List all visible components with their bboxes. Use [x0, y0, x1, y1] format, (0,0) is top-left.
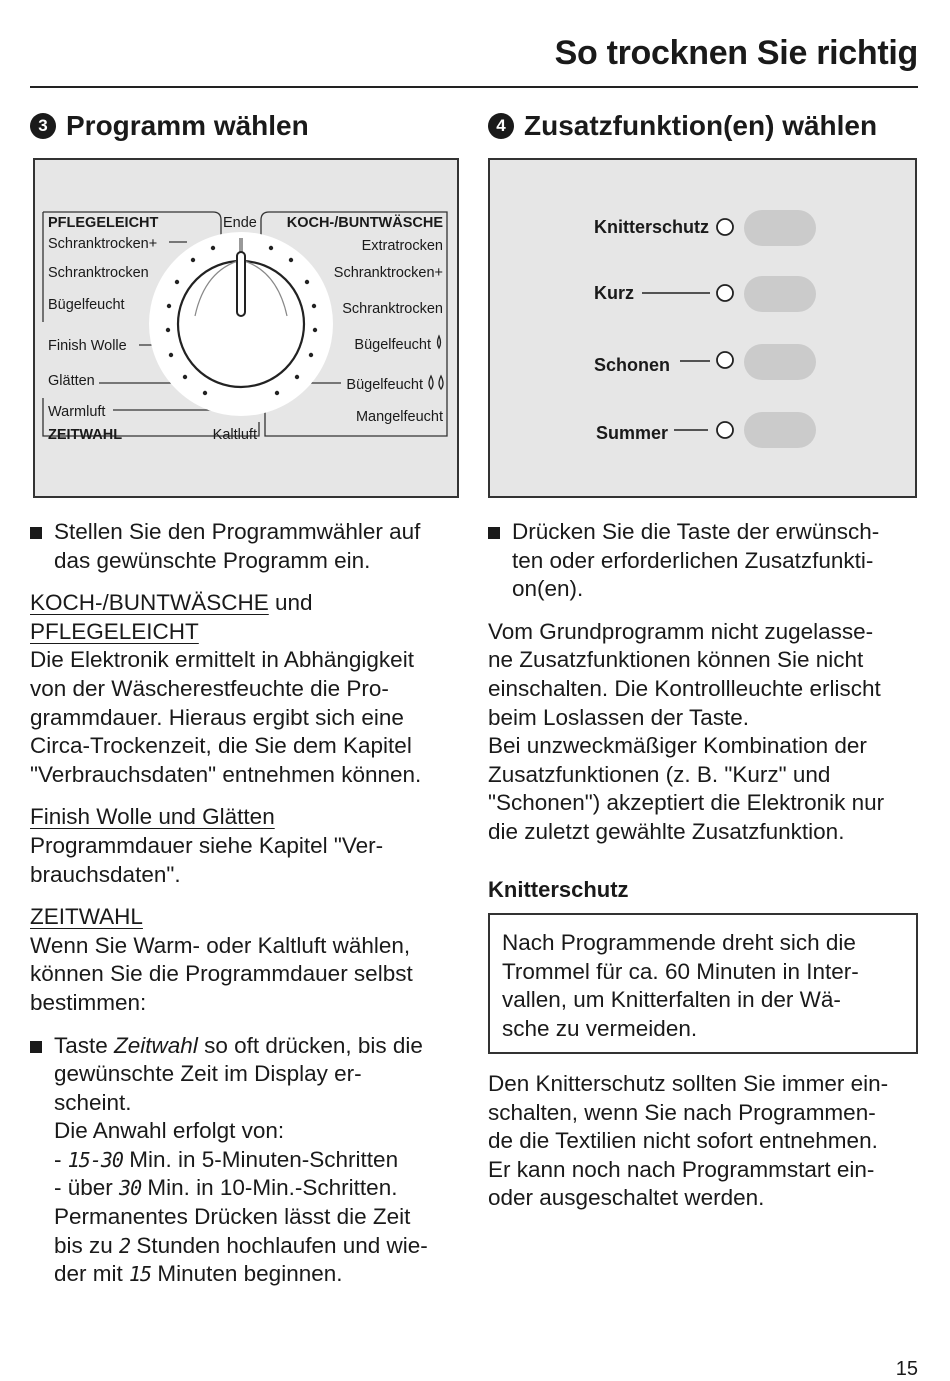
- drop-icon: [438, 336, 441, 348]
- label-schranktrocken-left: Schranktrocken: [48, 265, 149, 281]
- bullet-square-icon: [30, 527, 42, 539]
- label-kurz: Kurz: [594, 283, 634, 303]
- step-number-badge: 4: [488, 113, 514, 139]
- knitterschutz-button[interactable]: [744, 210, 816, 246]
- label-pflegeleicht: PFLEGELEICHT: [48, 215, 159, 231]
- summer-button[interactable]: [744, 412, 816, 448]
- label-buegelfeucht-two-drops: Bügelfeucht: [346, 377, 423, 393]
- label-ende: Ende: [223, 215, 257, 231]
- label-schonen: Schonen: [594, 355, 671, 375]
- section-title-text: Programm wählen: [66, 110, 309, 141]
- indicator-light-knitterschutz: [717, 219, 733, 235]
- display-value: 30: [119, 1176, 142, 1201]
- indicator-light-summer: [717, 422, 733, 438]
- label-knitterschutz: Knitterschutz: [594, 217, 710, 237]
- label-schranktrocken-plus-right: Schranktrocken+: [333, 265, 443, 281]
- program-dial-illustration: [35, 160, 457, 496]
- kurz-button[interactable]: [744, 276, 816, 312]
- label-buegelfeucht-left: Bügelfeucht: [48, 297, 125, 313]
- knitterschutz-heading: Knitterschutz: [488, 877, 629, 902]
- label-schranktrocken-right: Schranktrocken: [342, 301, 443, 317]
- bullet-square-icon: [488, 527, 500, 539]
- instruction-bullet-zeitwahl: Taste Zeitwahl so oft drücken, bis die gewünschte Zeit im Display er- scheint. Die Anwahl erfolgt von: - 15-30 Min. in 5-Minuten-Schritten - über 30 Min. in 10-Min.-Schritten. Permanentes Drücken lässt die Zeit bis zu 2 Stunden hochlaufen und wie- der mit 15 Minuten beginnen.: [30, 1032, 470, 1289]
- additional-functions-panel: [488, 158, 917, 498]
- paragraph-kochwaesche: KOCH-/BUNTWÄSCHE und PFLEGELEICHT Die Elektronik ermittelt in Abhängigkeit von der Wäscherestfeuchte die Pro- grammdauer. Hieraus ergibt sich eine Circa-Trockenzeit, die Sie dem Kapitel "Verbrauchsdaten" entnehmen können.: [30, 590, 422, 787]
- label-kochwaesche: KOCH-/BUNTWÄSCHE: [286, 215, 443, 231]
- label-glaetten: Glätten: [48, 373, 95, 389]
- schonen-button[interactable]: [744, 344, 816, 380]
- label-schranktrocken-plus-left: Schranktrocken+: [48, 236, 158, 252]
- paragraph-zeitwahl: ZEITWAHL Wenn Sie Warm- oder Kaltluft wählen, können Sie die Programmdauer selbst bestimmen:: [30, 904, 413, 1015]
- knitterschutz-info-box: Nach Programmende dreht sich die Trommel für ca. 60 Minuten in Inter- vallen, um Knitterfalten in der Wä- sche zu vermeiden.: [488, 913, 918, 1054]
- label-buegelfeucht-one-drop: Bügelfeucht: [354, 337, 431, 353]
- indicator-light-schonen: [717, 352, 733, 368]
- label-zeitwahl: ZEITWAHL: [48, 427, 123, 443]
- paragraph-finish-wolle: Finish Wolle und Glätten Programmdauer siehe Kapitel "Ver- brauchsdaten".: [30, 804, 384, 887]
- label-summer: Summer: [596, 423, 669, 443]
- section-title-text: Zusatzfunktion(en) wählen: [524, 110, 878, 141]
- display-value: 15: [129, 1262, 152, 1287]
- label-mangelfeucht: Mangelfeucht: [355, 409, 443, 425]
- label-kaltluft: Kaltluft: [212, 427, 257, 443]
- left-column-text: [30, 518, 470, 1303]
- section-title-options: [488, 110, 877, 142]
- page-header-title: So trocknen Sie richtig: [554, 34, 918, 72]
- label-finish-wolle: Finish Wolle: [48, 338, 127, 354]
- instruction-bullet: Drücken Sie die Taste der erwünsch- ten oder erforderlichen Zusatzfunkti- on(en).: [488, 518, 920, 604]
- drop-icon: [439, 376, 443, 389]
- step-number-badge: 3: [30, 113, 56, 139]
- label-extratrocken: Extratrocken: [361, 238, 443, 254]
- page-number: 15: [895, 1358, 918, 1380]
- bullet-square-icon: [30, 1041, 42, 1053]
- program-selector-panel: [33, 158, 459, 498]
- right-column-text: [488, 518, 920, 861]
- paragraph-knitterschutz-advice: Den Knitterschutz sollten Sie immer ein- schalten, wenn Sie nach Programmen- de die Textilien nicht sofort entnehmen. Er kann noch nach Programmstart ein- oder ausgeschaltet werden.: [488, 1071, 889, 1211]
- drop-icon: [429, 376, 433, 389]
- header-divider: [30, 86, 918, 88]
- display-value: 2: [119, 1233, 131, 1258]
- indicator-light-kurz: [717, 285, 733, 301]
- paragraph-grundprogramm: Vom Grundprogramm nicht zugelasse- ne Zusatzfunktionen können Sie nicht einschalten. Die Kontrollleuchte erlischt beim Loslassen der Taste. Bei unzweckmäßiger Kombination der Zusatzfunktionen (z. B. "Kurz" und "Schonen") akzeptiert die Elektronik nur die zuletzt gewählte Zusatzfunktion.: [488, 618, 885, 844]
- section-title-program: [30, 110, 309, 142]
- label-warmluft: Warmluft: [48, 404, 106, 420]
- display-value: 15-30: [67, 1147, 123, 1172]
- function-buttons-illustration: [490, 160, 915, 496]
- instruction-bullet: Stellen Sie den Programmwähler auf das gewünschte Programm ein.: [30, 518, 470, 575]
